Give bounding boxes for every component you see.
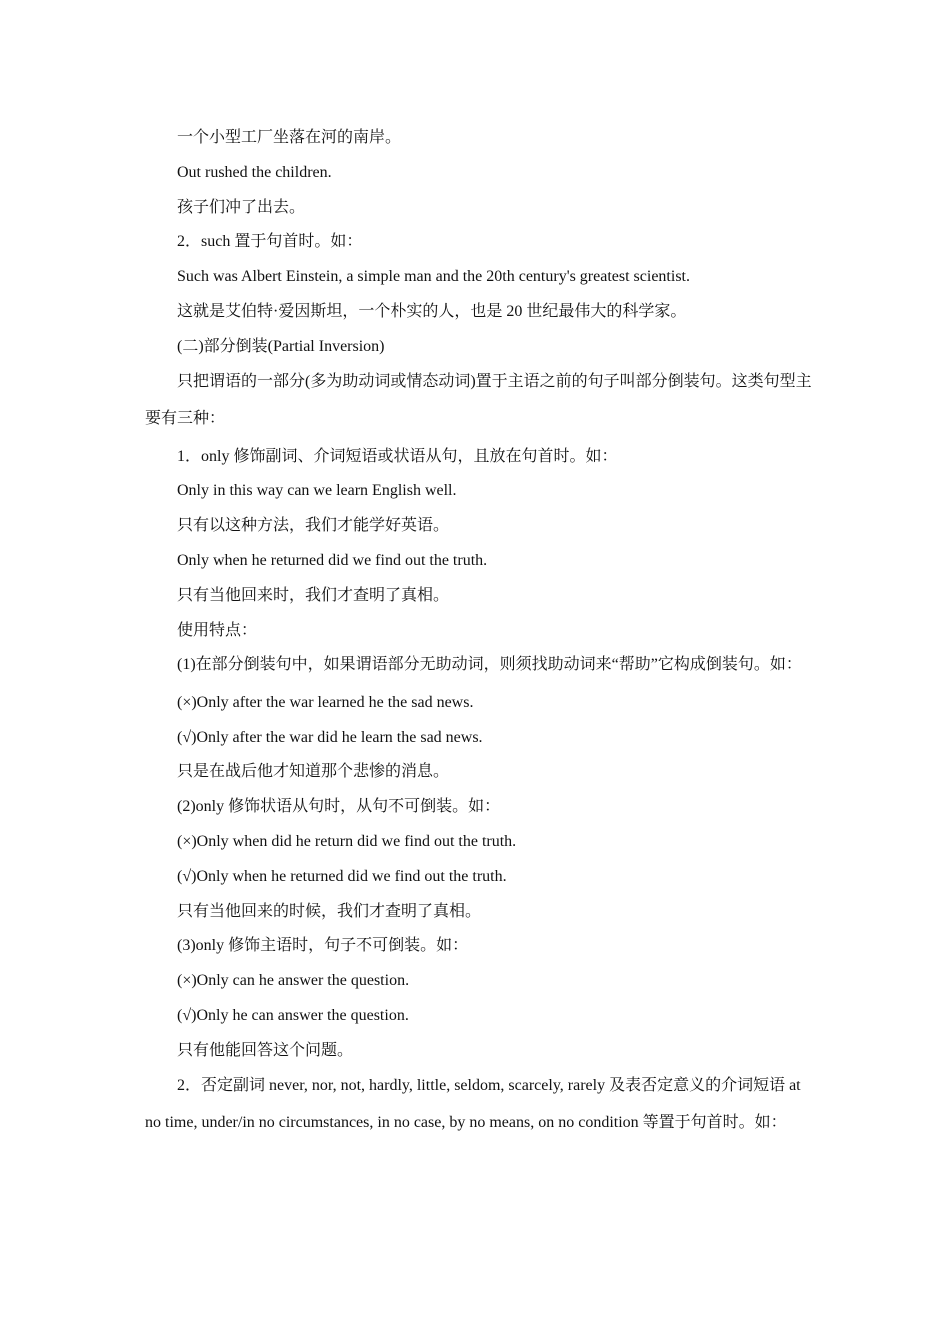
paragraph: 只有以这种方法，我们才能学好英语。 xyxy=(177,517,450,535)
paragraph: Out rushed the children. xyxy=(177,163,332,181)
document-body xyxy=(145,119,820,1142)
paragraph: 2．否定副词 never, nor, not, hardly, little, seldom, scarcely, rarely 及表否定意义的介词短语 at no time, under/in no circumstances, in no case, by no means, on no condition 等置于句首时。如： xyxy=(145,1076,801,1132)
paragraph: Only when he returned did we find out the truth. xyxy=(177,551,488,569)
paragraph: 只是在战后他才知道那个悲惨的消息。 xyxy=(177,763,450,781)
paragraph: (√)Only he can answer the question. xyxy=(177,1007,409,1025)
paragraph: 只有当他回来时，我们才查明了真相。 xyxy=(177,586,450,604)
paragraph: (√)Only when he returned did we find out the truth. xyxy=(177,867,507,885)
paragraph: 只有他能回答这个问题。 xyxy=(177,1041,354,1059)
paragraph: 2．such 置于句首时。如： xyxy=(177,233,363,251)
section-heading: (二)部分倒装(Partial Inversion) xyxy=(177,337,385,355)
paragraph: (√)Only after the war did he learn the sad news. xyxy=(177,728,483,746)
paragraph: (1)在部分倒装句中，如果谓语部分无助动词，则须找助动词来“帮助”它构成倒装句。如： xyxy=(177,656,802,674)
paragraph: (×)Only after the war learned he the sad news. xyxy=(177,693,474,711)
paragraph: 一个小型工厂坐落在河的南岸。 xyxy=(177,129,402,146)
paragraph: 只把谓语的一部分(多为助动词或情态动词)置于主语之前的句子叫部分倒装句。这类句型主要有三种： xyxy=(145,372,812,428)
paragraph: Only in this way can we learn English well. xyxy=(177,482,457,500)
paragraph: 孩子们冲了出去。 xyxy=(177,198,306,216)
paragraph: Such was Albert Einstein, a simple man and the 20th century's greatest scientist. xyxy=(177,268,690,286)
paragraph: (×)Only can he answer the question. xyxy=(177,972,410,990)
paragraph: (2)only 修饰状语从句时，从句不可倒装。如： xyxy=(177,798,501,816)
paragraph: 只有当他回来的时候，我们才查明了真相。 xyxy=(177,902,482,920)
paragraph: (×)Only when did he return did we find out the truth. xyxy=(177,833,517,851)
paragraph: (3)only 修饰主语时，句子不可倒装。如： xyxy=(177,937,469,955)
paragraph: 这就是艾伯特·爱因斯坦，一个朴实的人，也是 20 世纪最伟大的科学家。 xyxy=(177,302,687,320)
paragraph: 使用特点： xyxy=(177,621,258,639)
paragraph: 1．only 修饰副词、介词短语或状语从句，且放在句首时。如： xyxy=(177,447,618,465)
